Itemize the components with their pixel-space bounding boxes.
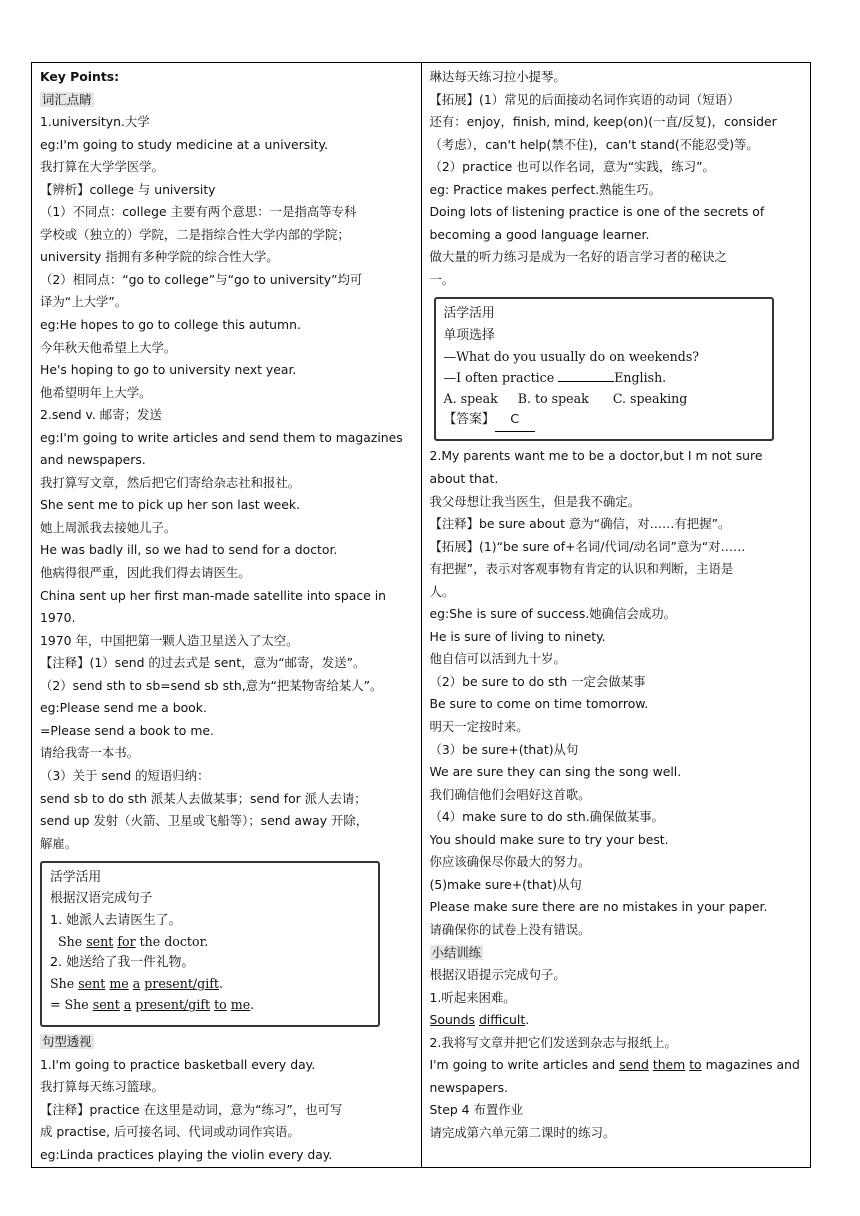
practice-box-title: 活学活用 — [443, 306, 495, 322]
text-line: 我打算在大学学医学。 — [40, 159, 164, 175]
text-line: 1970. — [40, 610, 76, 626]
text-line: She sent me to pick up her son last week. — [40, 497, 301, 513]
text-line: 今年秋天他希望上大学。 — [40, 339, 177, 355]
text-line: 1.听起来困难。 — [429, 989, 516, 1005]
sentence-section-heading: 句型透视 — [42, 1034, 92, 1050]
practice-box-sentence-completion — [40, 861, 380, 1027]
text-line: We are sure they can sing the song well. — [429, 764, 682, 780]
text-line: 【注释】be sure about 意为“确信，对……有把握”。 — [429, 516, 731, 532]
blank-line — [558, 381, 614, 382]
exercise-answer-2: I'm going to write articles and send them to magazines and — [429, 1057, 800, 1073]
practice-box-subtitle: 单项选择 — [443, 327, 495, 343]
exercise-answer-1: Sounds difficult. — [429, 1012, 530, 1028]
text-line: （2）send sth to sb=send sb sth,意为“把某物寄给某人”。 — [40, 677, 383, 693]
text-line: 2.My parents want me to be a doctor,but I m not sure — [429, 448, 763, 464]
text-line: 他病得很严重，因此我们得去请医生。 — [40, 565, 251, 581]
option-a: A. speak — [443, 391, 498, 407]
text-line: =Please send a book to me. — [40, 722, 214, 738]
option-c: C. speaking — [612, 391, 688, 407]
text-line: 请完成第六单元第二课时的练习。 — [429, 1124, 616, 1140]
practice-answer-2-alt: = She sent a present/gift to me. — [50, 997, 255, 1013]
text-line: 我打算每天练习篮球。 — [40, 1079, 164, 1095]
text-line: 还有：enjoy，finish, mind, keep(on)(一直/反复)，consider — [429, 114, 777, 130]
text-line: 她上周派我去接她儿子。 — [40, 519, 177, 535]
text-line: about that. — [429, 471, 499, 487]
text-line: 【注释】(1）send 的过去式是 sent，意为“邮寄，发送”。 — [40, 655, 366, 671]
text-line: He is sure of living to ninety. — [429, 628, 606, 644]
text-line: Be sure to come on time tomorrow. — [429, 696, 649, 712]
text-line: （2）相同点：“go to college”与“go to university”均可 — [40, 271, 363, 287]
text-line: 做大量的听力练习是成为一名好的语言学习者的秘诀之 — [429, 249, 727, 265]
text-line: 2.send v. 邮寄；发送 — [40, 407, 162, 423]
text-line: 解雇。 — [40, 835, 78, 851]
practice-box-title: 活学活用 — [50, 870, 102, 886]
text-line: （考虑），can't help(禁不住)，can't stand(不能忍受)等。 — [429, 136, 759, 152]
text-line: 他自信可以活到九十岁。 — [429, 651, 566, 667]
text-line: 根据汉语提示完成句子。 — [429, 967, 566, 983]
text-line: 明天一定按时来。 — [429, 719, 529, 735]
text-line: 请给我寄一本书。 — [40, 745, 140, 761]
practice-question-1: 1. 她派人去请医生了。 — [50, 912, 182, 928]
text-line: eg:Linda practices playing the violin every day. — [40, 1146, 333, 1162]
text-line: eg:I'm going to write articles and send them to magazines — [40, 429, 403, 445]
text-line: （3）关于 send 的短语归纳： — [40, 767, 210, 783]
mc-answer: 【答案】 C — [444, 409, 764, 431]
practice-answer-1: She sent for the doctor. — [58, 933, 209, 949]
text-line: 我父母想让我当医生，但是我不确定。 — [429, 493, 641, 509]
text-line: 他希望明年上大学。 — [40, 384, 152, 400]
text-line: becoming a good language learner. — [429, 226, 650, 242]
mc-answer-line: —I often practice English. — [443, 370, 667, 386]
text-line: 【拓展】(1)“be sure of+名词/代词/动名词”意为“对…… — [429, 538, 746, 554]
text-line: eg:He hopes to go to college this autumn. — [40, 317, 301, 333]
text-line: 我们确信他们会唱好这首歌。 — [429, 786, 591, 802]
option-b: B. to speak — [517, 391, 589, 407]
text-line: He's hoping to go to university next year. — [40, 362, 297, 378]
text-line: 琳达每天练习拉小提琴。 — [429, 69, 566, 84]
text-line: （1）不同点：college 主要有两个意思：一是指高等专科 — [40, 204, 357, 220]
text-line: 1970 年，中国把第一颗人造卫星送入了太空。 — [40, 632, 299, 648]
left-column — [32, 63, 422, 1167]
text-line: Please make sure there are no mistakes in your paper. — [429, 899, 768, 915]
text-line: 人。 — [429, 583, 455, 599]
text-line: 【拓展】(1）常见的后面接动名词作宾语的动词（短语） — [429, 91, 740, 107]
text-line: send up 发射（火箭、卫星或飞船等）；send away 开除， — [40, 813, 369, 829]
text-line: Doing lots of listening practice is one of the secrets of — [429, 204, 765, 220]
text-line: （3）be sure+(that)从句 — [429, 741, 579, 757]
text-line: 有把握”，表示对客观事物有肯定的认识和判断，主语是 — [429, 561, 734, 577]
vocab-section-heading: 词汇点睛 — [42, 91, 92, 107]
text-line: eg:She is sure of success.她确信会成功。 — [429, 606, 676, 622]
text-line: 1.I'm going to practice basketball every day. — [40, 1056, 316, 1072]
text-line: You should make sure to try your best. — [429, 831, 669, 847]
mc-options — [444, 388, 764, 409]
text-line: 2.我将写文章并把它们发送到杂志与报纸上。 — [429, 1034, 677, 1050]
text-line: （2）be sure to do sth 一定会做某事 — [429, 673, 646, 689]
text-line: 我打算写文章，然后把它们寄给杂志社和报社。 — [40, 474, 301, 490]
text-line: 译为“上大学”。 — [40, 294, 128, 310]
text-line: 【注释】practice 在这里是动词，意为“练习”，也可写 — [40, 1101, 343, 1117]
text-line: newspapers. — [429, 1079, 509, 1095]
summary-section-heading: 小结训练 — [431, 944, 482, 960]
text-line: 一。 — [429, 271, 455, 287]
practice-box-subtitle: 根据汉语完成句子 — [50, 891, 153, 907]
text-line: send sb to do sth 派某人去做某事；send for 派人去请； — [40, 790, 367, 806]
text-line: eg:I'm going to study medicine at a university. — [40, 136, 329, 152]
text-line: He was badly ill, so we had to send for a doctor. — [40, 542, 338, 558]
text-line: 【辨析】college 与 university — [40, 181, 216, 197]
text-line: China sent up her first man-made satellite into space in — [40, 587, 386, 603]
text-line: eg: Practice makes perfect.熟能生巧。 — [429, 181, 662, 197]
text-line: （2）practice 也可以作名词，意为“实践，练习”。 — [429, 159, 715, 175]
practice-question-2: 2. 她送给了我一件礼物。 — [50, 954, 195, 970]
right-column — [422, 63, 811, 1167]
key-points-heading: Key Points: — [40, 69, 120, 84]
text-line: 你应该确保尽你最大的努力。 — [429, 854, 591, 870]
document-table — [31, 62, 811, 1168]
practice-box-multiple-choice — [434, 297, 774, 441]
text-line: 1.universityn.大学 — [40, 114, 150, 130]
text-line: eg:Please send me a book. — [40, 700, 207, 716]
mc-question: —What do you usually do on weekends? — [443, 348, 700, 364]
practice-answer-2: She sent me a present/gift. — [50, 976, 223, 992]
homework-step-heading: Step 4 布置作业 — [429, 1102, 524, 1118]
text-line: 请确保你的试卷上没有错误。 — [429, 921, 591, 937]
text-line: and newspapers. — [40, 452, 146, 468]
text-line: （4）make sure to do sth.确保做某事。 — [429, 809, 665, 825]
text-line: university 指拥有多种学院的综合性大学。 — [40, 249, 279, 265]
text-line: (5)make sure+(that)从句 — [429, 876, 582, 892]
text-line: 成 practise, 后可接名词、代词或动词作宾语。 — [40, 1124, 300, 1140]
text-line: 学校或（独立的）学院，二是指综合性大学内部的学院； — [40, 226, 350, 242]
